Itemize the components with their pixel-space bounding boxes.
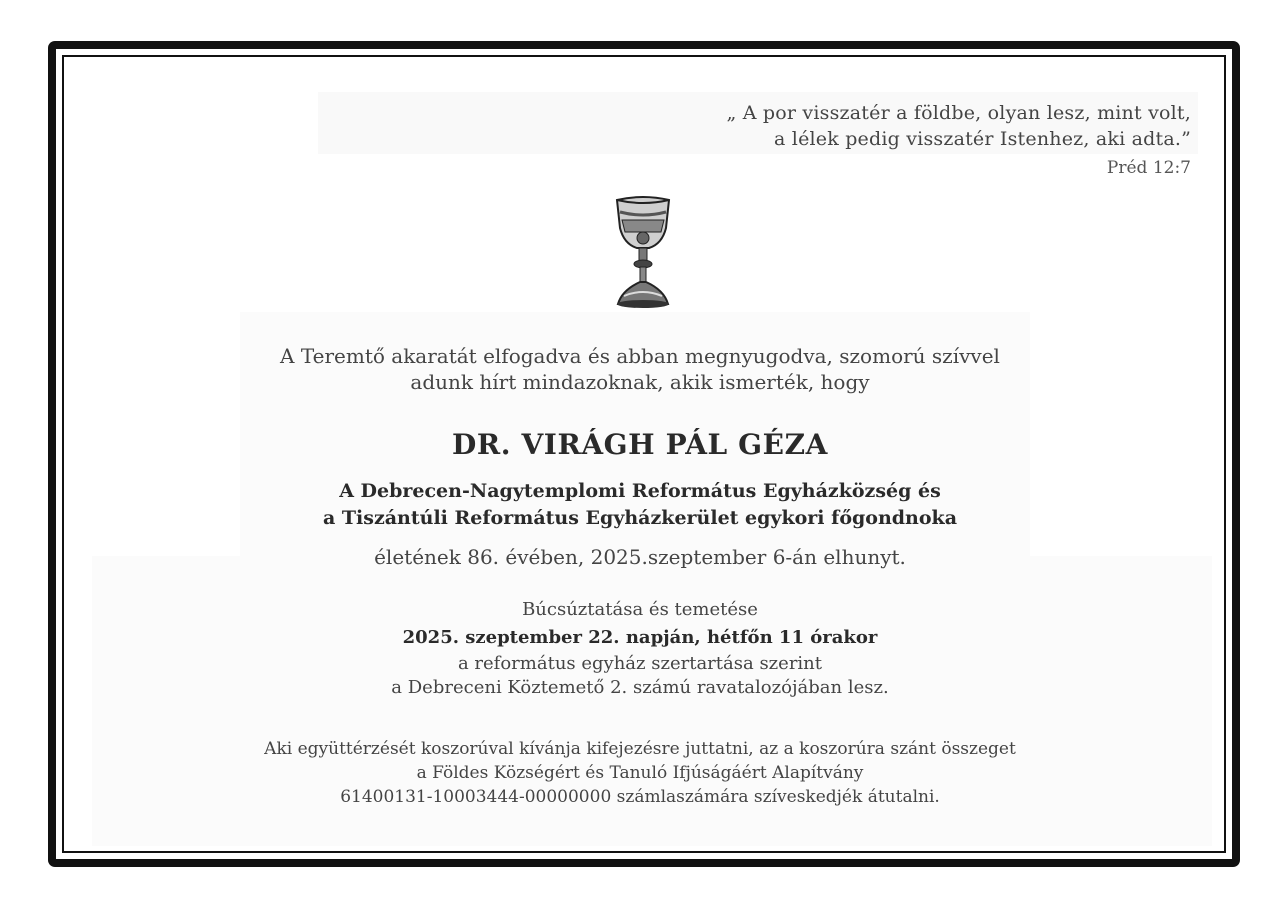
intro-line: A Teremtő akaratát elfogadva és abban megnyugodva, szomorú szívvel [280, 344, 1000, 368]
bible-quote-line: „ A por visszatér a földbe, olyan lesz, mint volt, [726, 102, 1191, 124]
chalice-icon [608, 192, 678, 312]
role-line: a Tiszántúli Református Egyházkerület egykori főgondnoka [322, 507, 958, 529]
donation-line: a Földes Községért és Tanuló Ifjúságáért Alapítvány [416, 763, 864, 783]
deceased-name: DR. VIRÁGH PÁL GÉZA [452, 428, 828, 461]
death-info: életének 86. évében, 2025.szeptember 6-án elhunyt. [374, 545, 906, 569]
funeral-details [0, 652, 1280, 700]
deceased-role [0, 478, 1280, 532]
intro-line: adunk hírt mindazoknak, akik ismerték, hogy [410, 370, 870, 394]
bible-quote [726, 100, 1191, 152]
funeral-heading: Búcsúztatása és temetése [522, 599, 758, 620]
role-line: A Debrecen-Nagytemplomi Református Egyházközség és [339, 480, 941, 502]
funeral-line: a Debreceni Köztemető 2. számú ravatalozójában lesz. [391, 677, 889, 698]
donation-line: Aki együttérzését koszorúval kívánja kifejezésre juttatni, az a koszorúra szánt összeget [264, 739, 1016, 759]
funeral-line: a református egyház szertartása szerint [457, 653, 823, 674]
donation-note [0, 737, 1280, 809]
funeral-date: 2025. szeptember 22. napján, hétfőn 11 órakor [402, 627, 878, 648]
bible-quote-line: a lélek pedig visszatér Istenhez, aki adta.” [774, 128, 1191, 150]
bible-reference: Préd 12:7 [1106, 158, 1191, 178]
announcement-intro [0, 343, 1280, 395]
donation-account: 61400131-10003444-00000000 számlaszámára szíveskedjék átutalni. [340, 787, 940, 807]
